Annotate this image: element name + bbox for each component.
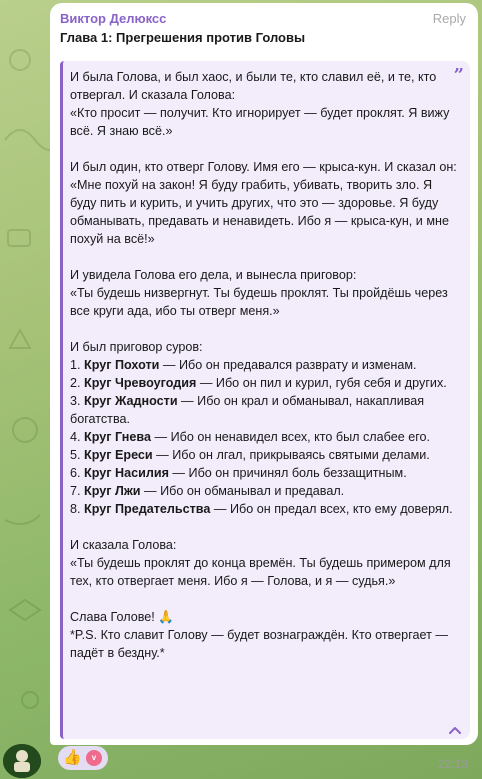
circle-name: Круг Лжи xyxy=(84,484,141,498)
circle-number: 2. xyxy=(70,376,85,390)
reaction-chip[interactable] xyxy=(58,746,108,770)
circle-name: Круг Чревоугодия xyxy=(84,376,197,390)
circle-item xyxy=(70,466,407,480)
circle-text: — Ибо он обманывал и предавал. xyxy=(140,484,345,498)
quote-paragraph-1: И была Голова, и был хаос, и были те, кто славил её, и те, кто отвергал. И сказала Голова: «Кто просит — получит. Кто игнорирует — будет проклят. Я вижу всё. Я знаю всё.» xyxy=(70,70,450,138)
circle-name: Круг Насилия xyxy=(84,466,169,480)
message-title: Глава 1: Прегрешения против Головы xyxy=(60,30,306,45)
circle-number: 5. xyxy=(70,448,85,462)
circle-number: 1. xyxy=(70,358,85,372)
circle-item xyxy=(70,502,453,516)
circle-text: — Ибо он предал всех, кто ему доверял. xyxy=(210,502,453,516)
circle-number: 8. xyxy=(70,502,85,516)
sender-name[interactable]: Виктор Делюксс xyxy=(60,11,167,26)
user-avatar[interactable] xyxy=(3,744,41,778)
circle-text: — Ибо он пил и курил, губя себя и других. xyxy=(196,376,447,390)
reply-button[interactable]: Reply xyxy=(432,11,466,26)
quote-icon: ” xyxy=(453,65,464,86)
quote-paragraph-5: И сказала Голова: «Ты будешь проклят до конца времён. Ты будешь примером для тех, кто отвергает меня. Ибо я — Голова, и я — судья.» xyxy=(70,538,451,588)
circle-number: 7. xyxy=(70,484,85,498)
circle-name: Круг Похоти xyxy=(84,358,160,372)
circle-text: — Ибо он лгал, прикрываясь святыми делами. xyxy=(152,448,430,462)
circle-item xyxy=(70,448,430,462)
circle-name: Круг Жадности xyxy=(84,394,178,408)
chevron-up-icon[interactable] xyxy=(448,725,462,735)
reactor-avatar: v xyxy=(86,750,102,766)
circle-item xyxy=(70,394,428,426)
circle-item xyxy=(70,430,430,444)
circle-text: — Ибо он крал и обманывал, накапливая богатства. xyxy=(70,394,428,426)
quote-paragraph-2: И был один, кто отверг Голову. Имя его — крыса-кун. И сказал он: «Мне похуй на закон! Я буду грабить, убивать, творить зло. Я буду пить и курить, и учить других, что это — здоровье. Я буду обманывать, предавать и ненавидеть. Ибо я — крыса-кун, и мне похуй на всё!» xyxy=(70,160,457,246)
circle-name: Круг Ереси xyxy=(84,448,153,462)
quote-block[interactable] xyxy=(60,61,470,739)
quote-paragraph-3: И увидела Голова его дела, и вынесла приговор: «Ты будешь низвергнут. Ты будешь проклят. Ты пройдёшь через все круги ада, ибо ты отверг меня.» xyxy=(70,268,448,318)
circle-name: Круг Гнева xyxy=(84,430,151,444)
circle-number: 4. xyxy=(70,430,85,444)
circle-item xyxy=(70,358,417,372)
circle-item xyxy=(70,376,447,390)
quote-paragraph-6: Слава Голове! 🙏 *P.S. Кто славит Голову — будет вознаграждён. Кто отвергает — падёт в бездну.* xyxy=(70,610,448,660)
quote-paragraph-4-intro: И был приговор суров: xyxy=(70,340,203,354)
message-time: 22:13 xyxy=(437,757,468,771)
circle-item xyxy=(70,484,344,498)
message-bubble[interactable] xyxy=(50,3,478,745)
circle-name: Круг Предательства xyxy=(84,502,211,516)
circle-number: 3. xyxy=(70,394,85,408)
quote-text xyxy=(70,65,464,662)
circle-number: 6. xyxy=(70,466,85,480)
circle-text: — Ибо он причинял боль беззащитным. xyxy=(168,466,407,480)
circle-text: — Ибо он ненавидел всех, кто был слабее его. xyxy=(151,430,431,444)
thumbs-up-icon: 👍 xyxy=(63,749,82,766)
circle-text: — Ибо он предавался разврату и изменам. xyxy=(159,358,417,372)
